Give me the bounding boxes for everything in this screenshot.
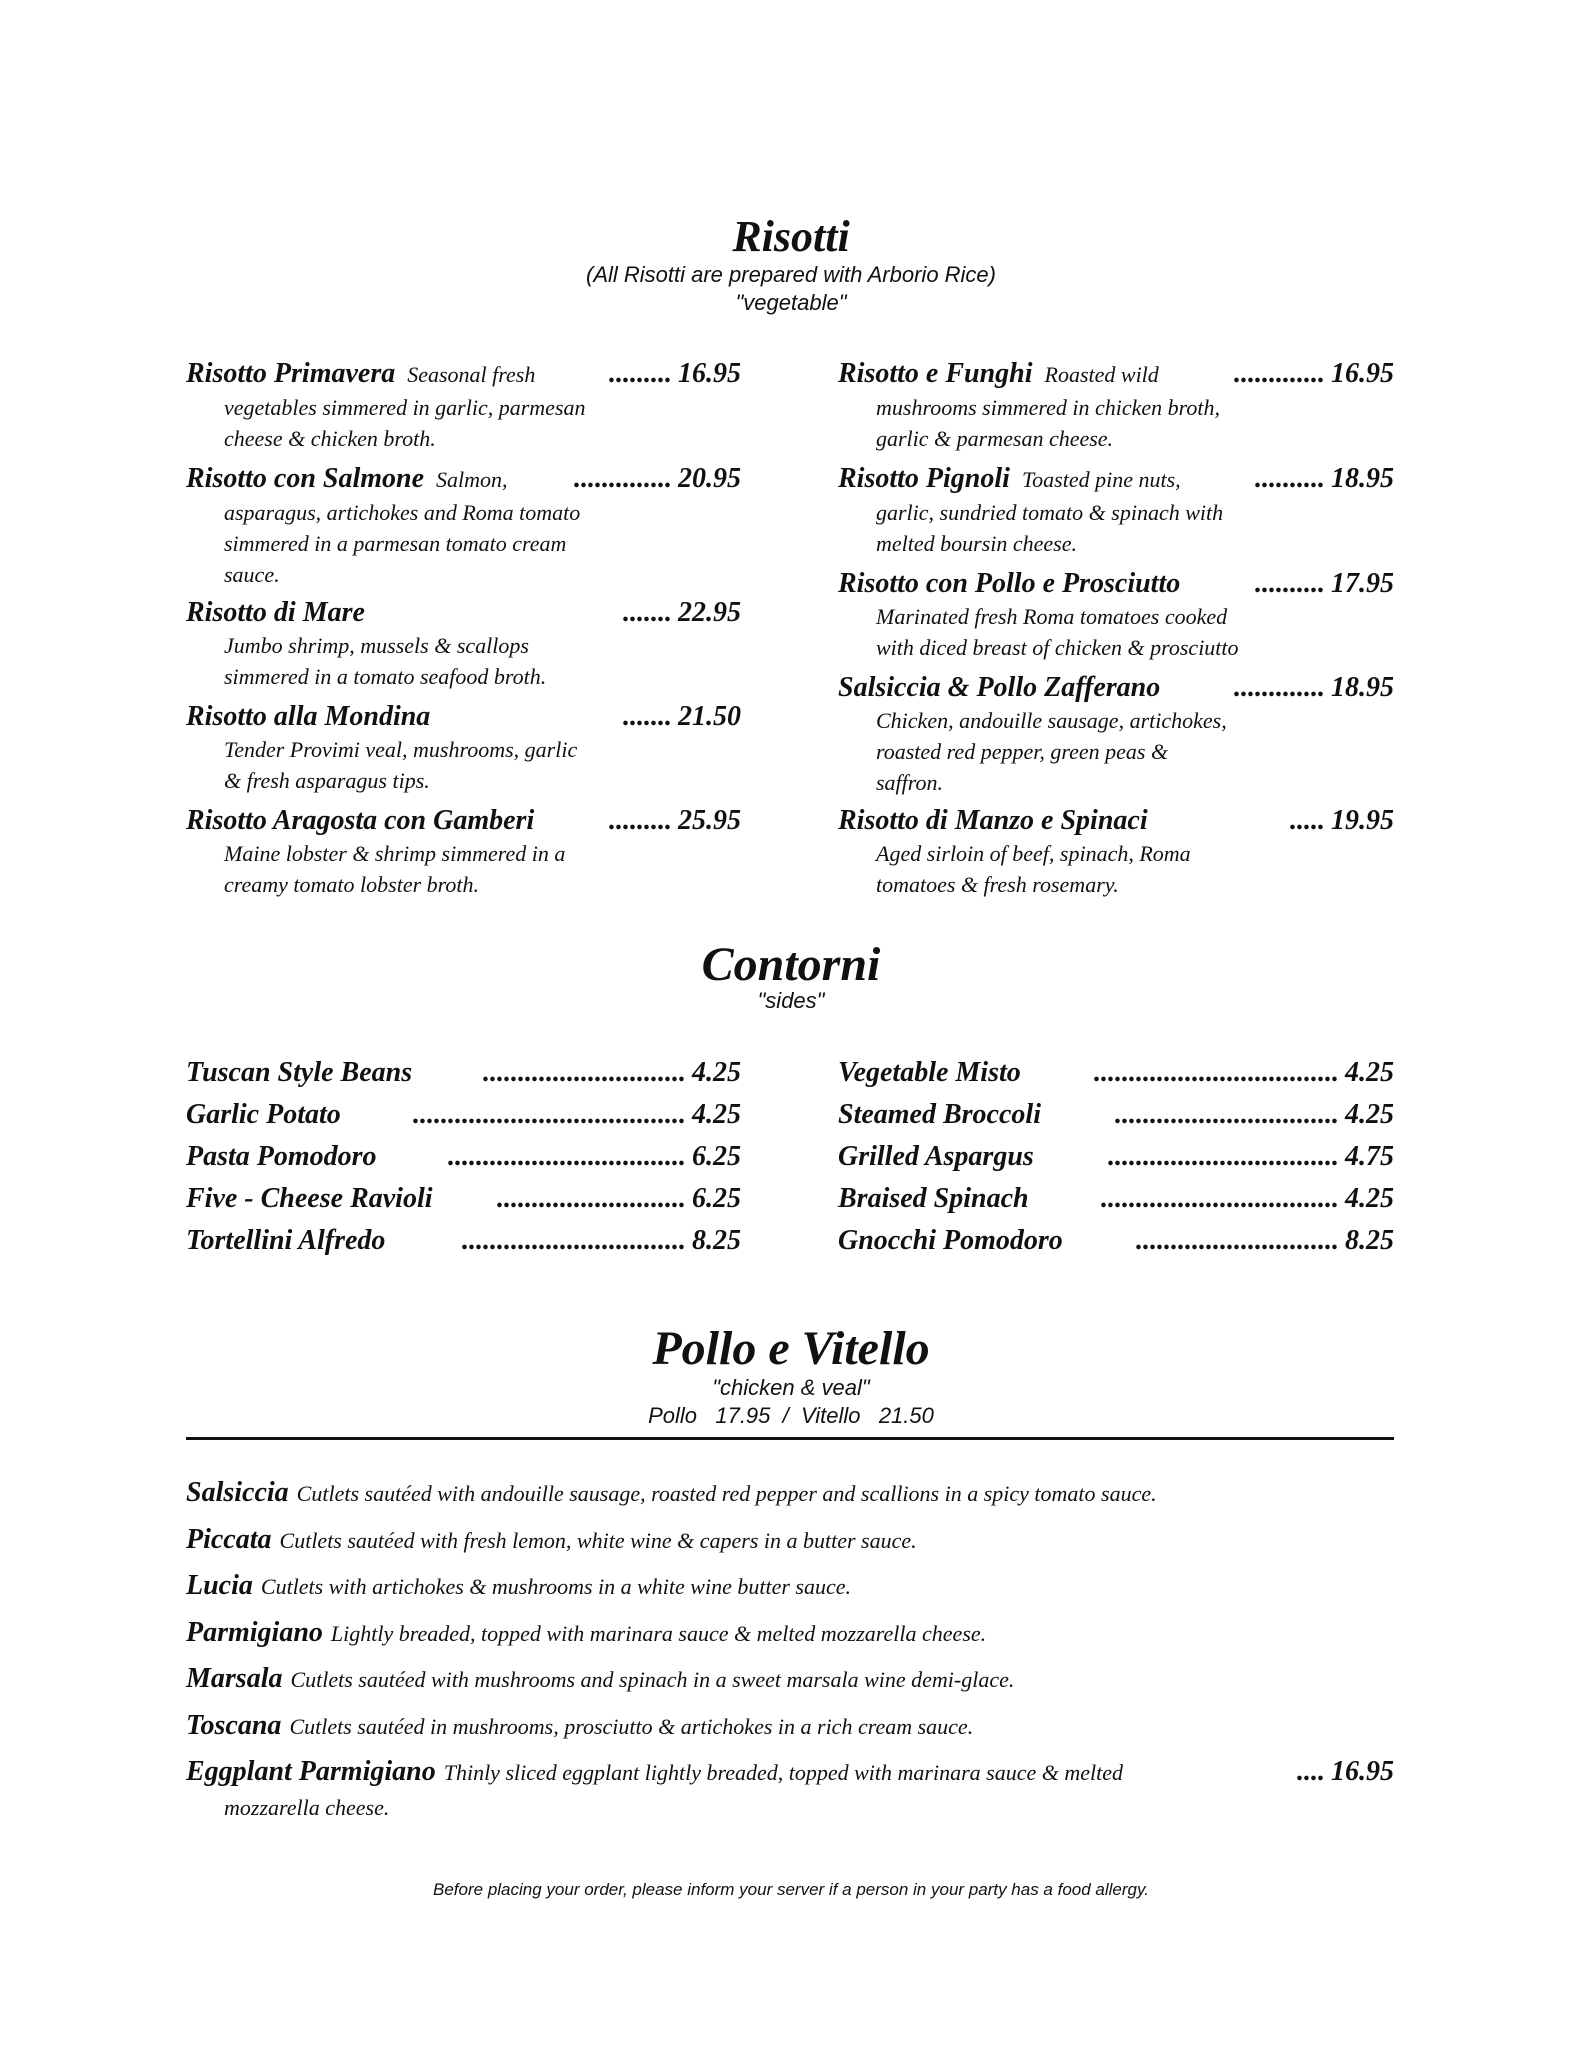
side-name: Tuscan Style Beans — [186, 1057, 413, 1088]
contorni-left-column — [186, 1052, 741, 1262]
dish-row — [186, 1658, 1394, 1705]
item-name: Risotto di Mare — [186, 597, 365, 628]
side-leader: ........................... — [497, 1183, 686, 1214]
item-leader: ............. — [1234, 358, 1325, 389]
side-item — [186, 1094, 741, 1136]
side-leader: ................................... — [1094, 1057, 1339, 1088]
section-divider — [186, 1437, 1394, 1440]
item-price: 16.95 — [1331, 358, 1394, 389]
side-price: 4.25 — [1345, 1183, 1394, 1214]
item-desc: asparagus, artichokes and Roma tomato — [224, 500, 581, 525]
side-name: Vegetable Misto — [838, 1057, 1021, 1088]
menu-item — [838, 804, 1394, 900]
item-desc: Maine lobster & shrimp simmered in a — [224, 841, 566, 866]
risotti-left-column — [186, 357, 741, 900]
dish-desc: Thinly sliced eggplant lightly breaded, topped with marinara sauce & melted — [443, 1760, 1123, 1785]
side-item — [838, 1094, 1394, 1136]
dish-leader: .... — [1297, 1756, 1325, 1787]
item-leader: ....... — [623, 597, 672, 628]
dish-name: Toscana — [186, 1709, 282, 1741]
dish-desc: Cutlets sautéed with mushrooms and spinach in a sweet marsala wine demi-glace. — [290, 1667, 1015, 1692]
side-item — [838, 1220, 1394, 1262]
item-leader: ......... — [609, 805, 672, 836]
item-leader: .............. — [574, 463, 672, 494]
side-item — [838, 1178, 1394, 1220]
side-leader: .................................. — [448, 1141, 686, 1172]
risotti-right-column — [838, 357, 1394, 900]
item-desc-inline: Toasted pine nuts, — [1021, 467, 1181, 492]
item-name: Risotto Primavera — [186, 358, 396, 389]
item-desc: roasted red pepper, green peas & — [876, 739, 1169, 764]
item-price: 20.95 — [678, 463, 741, 494]
dish-desc: Lightly breaded, topped with marinara sauce & melted mozzarella cheese. — [330, 1620, 987, 1646]
item-desc: with diced breast of chicken & prosciutto — [876, 635, 1239, 660]
item-desc: garlic, sundried tomato & spinach with — [876, 500, 1224, 525]
item-desc-inline: Roasted wild — [1044, 362, 1159, 387]
item-desc: Tender Provimi veal, mushrooms, garlic — [224, 737, 578, 762]
dish-row — [186, 1565, 1394, 1612]
side-name: Pasta Pomodoro — [186, 1141, 377, 1172]
dish-name: Parmigiano — [186, 1616, 323, 1648]
side-price: 4.25 — [1345, 1099, 1394, 1130]
menu-item — [838, 357, 1394, 454]
dish-desc-continued: mozzarella cheese. — [224, 1794, 390, 1820]
side-price: 4.25 — [692, 1057, 741, 1088]
item-desc: garlic & parmesan cheese. — [876, 426, 1114, 451]
item-desc-inline: Salmon, — [436, 467, 508, 492]
side-item — [838, 1052, 1394, 1094]
side-price: 4.25 — [1345, 1057, 1394, 1088]
item-leader: ......... — [609, 358, 672, 389]
item-leader: .......... — [1255, 568, 1325, 599]
item-desc: tomatoes & fresh rosemary. — [876, 872, 1119, 897]
side-name: Steamed Broccoli — [838, 1099, 1041, 1130]
dish-name: Piccata — [186, 1523, 272, 1555]
menu-item — [838, 671, 1394, 798]
dish-row-eggplant — [186, 1751, 1394, 1795]
item-desc: simmered in a parmesan tomato cream — [224, 531, 567, 556]
contorni-title: Contorni — [701, 938, 881, 991]
side-name: Garlic Potato — [186, 1099, 341, 1130]
side-leader: ............................. — [1136, 1225, 1339, 1256]
item-desc: Marinated fresh Roma tomatoes cooked — [876, 604, 1228, 629]
pollo-dish-list — [186, 1472, 1394, 1821]
side-leader: ................................. — [1108, 1141, 1339, 1172]
item-name: Risotto alla Mondina — [186, 701, 431, 732]
item-price: 16.95 — [678, 358, 741, 389]
pollo-title: Pollo e Vitello — [652, 1322, 930, 1375]
item-desc: simmered in a tomato seafood broth. — [224, 664, 547, 689]
menu-item — [186, 357, 741, 454]
item-price: 25.95 — [678, 805, 741, 836]
dish-price: 16.95 — [1331, 1756, 1394, 1787]
side-leader: .................................. — [1101, 1183, 1339, 1214]
item-name: Risotto Pignoli — [838, 463, 1010, 494]
side-leader: ....................................... — [413, 1099, 686, 1130]
dish-desc: Cutlets sautéed with andouille sausage, roasted red pepper and scallions in a spicy tomato sauce. — [296, 1481, 1157, 1506]
side-name: Tortellini Alfredo — [186, 1225, 386, 1256]
item-desc: melted boursin cheese. — [876, 531, 1077, 556]
dish-desc: Cutlets sautéed with fresh lemon, white wine & capers in a butter sauce. — [279, 1527, 917, 1553]
item-name: Risotto con Pollo e Prosciutto — [838, 568, 1181, 599]
dish-row — [186, 1472, 1394, 1519]
risotti-title: Risotti — [732, 212, 850, 261]
item-name: Risotto Aragosta con Gamberi — [186, 805, 535, 836]
menu-item — [186, 700, 741, 796]
item-desc: Jumbo shrimp, mussels & scallops — [224, 633, 529, 658]
dish-name: Eggplant Parmigiano — [186, 1756, 436, 1787]
dish-name: Salsiccia — [186, 1477, 289, 1508]
menu-item — [186, 804, 741, 900]
dish-row — [186, 1612, 1394, 1659]
item-name: Risotto con Salmone — [186, 463, 425, 494]
dish-row — [186, 1705, 1394, 1752]
side-price: 4.75 — [1345, 1141, 1394, 1172]
risotti-subtitle-vegetable: "vegetable" — [735, 290, 847, 315]
dish-desc: Cutlets sautéed in mushrooms, prosciutto & artichokes in a rich cream sauce. — [289, 1713, 974, 1739]
menu-item — [838, 567, 1394, 663]
menu-item — [838, 462, 1394, 559]
side-leader: ................................ — [462, 1225, 686, 1256]
item-desc: Aged sirloin of beef, spinach, Roma — [876, 841, 1191, 866]
risotti-subtitle: (All Risotti are prepared with Arborio Rice) — [586, 262, 996, 287]
item-price: 17.95 — [1331, 568, 1394, 599]
side-item — [186, 1136, 741, 1178]
item-desc: Chicken, andouille sausage, artichokes, — [876, 708, 1227, 733]
allergy-notice: Before placing your order, please inform your server if a person in your party has a food allergy. — [433, 1880, 1149, 1899]
dish-row — [186, 1519, 1394, 1566]
item-leader: ..... — [1290, 805, 1325, 836]
menu-item — [186, 462, 741, 590]
item-name: Risotto e Funghi — [838, 358, 1033, 389]
item-leader: ....... — [623, 701, 672, 732]
side-name: Gnocchi Pomodoro — [838, 1225, 1063, 1256]
side-leader: ............................. — [483, 1057, 686, 1088]
item-price: 18.95 — [1331, 463, 1394, 494]
side-name: Grilled Aspargus — [838, 1141, 1034, 1172]
dish-name: Lucia — [186, 1570, 253, 1601]
side-price: 4.25 — [692, 1099, 741, 1130]
item-desc: saffron. — [876, 770, 944, 795]
contorni-subtitle: "sides" — [757, 988, 825, 1013]
item-desc: creamy tomato lobster broth. — [224, 872, 480, 897]
side-item — [186, 1178, 741, 1220]
side-item — [838, 1136, 1394, 1178]
contorni-right-column — [838, 1052, 1394, 1262]
item-price: 19.95 — [1331, 805, 1394, 836]
item-desc: vegetables simmered in garlic, parmesan — [224, 395, 586, 420]
item-name: Salsiccia & Pollo Zafferano — [838, 672, 1161, 703]
item-desc: mushrooms simmered in chicken broth, — [876, 395, 1221, 420]
menu-item — [186, 596, 741, 692]
side-item — [186, 1220, 741, 1262]
dish-name: Marsala — [186, 1663, 283, 1694]
side-price: 8.25 — [1345, 1225, 1394, 1256]
item-price: 22.95 — [678, 597, 741, 628]
item-desc: cheese & chicken broth. — [224, 426, 436, 451]
dish-desc: Cutlets with artichokes & mushrooms in a white wine butter sauce. — [260, 1574, 851, 1599]
side-leader: ................................ — [1115, 1099, 1339, 1130]
side-price: 8.25 — [692, 1225, 741, 1256]
item-desc: sauce. — [224, 562, 280, 587]
item-leader: ............. — [1234, 672, 1325, 703]
item-name: Risotto di Manzo e Spinaci — [838, 805, 1148, 836]
item-price: 21.50 — [678, 701, 741, 732]
side-price: 6.25 — [692, 1141, 741, 1172]
item-leader: .......... — [1255, 463, 1325, 494]
side-price: 6.25 — [692, 1183, 741, 1214]
item-price: 18.95 — [1331, 672, 1394, 703]
side-item — [186, 1052, 741, 1094]
pollo-subtitle: "chicken & veal" — [712, 1375, 870, 1400]
item-desc-inline: Seasonal fresh — [407, 362, 536, 387]
side-name: Five - Cheese Ravioli — [186, 1183, 433, 1214]
pollo-prices: Pollo 17.95 / Vitello 21.50 — [648, 1403, 934, 1428]
side-name: Braised Spinach — [838, 1183, 1029, 1214]
item-desc: & fresh asparagus tips. — [224, 768, 430, 793]
